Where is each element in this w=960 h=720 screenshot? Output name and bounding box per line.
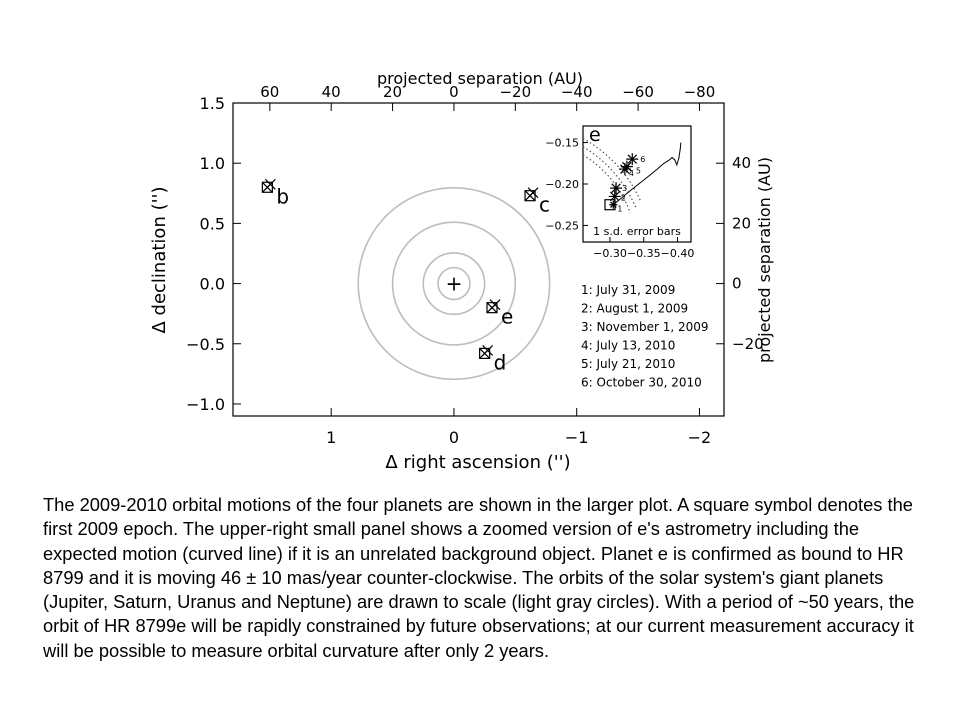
inset-title: e (589, 124, 601, 146)
error-bars-note: 1 s.d. error bars (593, 225, 681, 238)
inset-x-tick-label: −0.40 (660, 247, 695, 260)
top-tick-label: −40 (560, 83, 593, 101)
inset-epoch-3-label: 3 (622, 184, 628, 194)
y-tick-label: 0.0 (199, 274, 225, 294)
planet-c-cross-later (528, 188, 538, 198)
top-axis-label: projected separation (AU) (376, 69, 584, 88)
top-tick-label: 60 (260, 83, 280, 101)
inset-x-tick-label: −0.30 (593, 247, 627, 260)
right-axis-label: projected separation (AU) (755, 156, 774, 364)
inset-epoch-1-label: 1 (617, 204, 623, 214)
inset-y-tick-label: −0.25 (545, 219, 579, 233)
y-tick-label: 0.5 (199, 214, 225, 234)
top-tick-label: −20 (499, 83, 532, 101)
inset-epoch-5-label: 5 (635, 166, 641, 176)
planet-e-label: e (501, 304, 514, 329)
figure-caption: The 2009-2010 orbital motions of the four planets are shown in the larger plot. A square symbol denotes the first 2009 epoch. The upper-right small panel shows a zoomed version of e's astrometry including the expected motion (curved line) if it is an unrelated background object. Planet e is confirmed as bound to HR 8799 and it is moving 46 ± 10 mas/year counter-clockwise. The orbits of the solar system's giant planets (Jupiter, Saturn, Uranus and Neptune) are drawn to scale (light gray circles). With a period of ~50 years, the orbit of HR 8799e will be rapidly constrained by future observations; at our current measurement accuracy it will be possible to measure orbital curvature after only 2 years. (43, 494, 915, 661)
planet-d-label: d (493, 350, 507, 375)
epoch-legend-item-4: 4: July 13, 2010 (581, 338, 676, 353)
planet-b-label: b (276, 184, 290, 209)
right-tick-label: 20 (732, 214, 752, 233)
top-tick-label: −60 (622, 83, 654, 101)
top-tick-label: 0 (449, 83, 459, 101)
inset-epoch-2-marker (609, 190, 621, 202)
epoch-legend-item-1: 1: July 31, 2009 (581, 283, 676, 297)
inset-epoch-6-marker (626, 153, 638, 165)
y-axis-label: Δ declination ('') (149, 186, 170, 334)
epoch-legend (581, 283, 709, 390)
star-marker: + (445, 271, 463, 296)
inset-y-tick-label: −0.15 (545, 136, 579, 150)
planet-d-cross-later (483, 345, 493, 355)
planet-e-cross-later (490, 300, 500, 310)
top-tick-label: 40 (321, 83, 341, 101)
right-tick-label: 40 (732, 154, 752, 173)
inset-y-tick-label: −0.20 (545, 178, 579, 191)
planet-b-cross-later (265, 179, 275, 189)
y-tick-label: 1.5 (199, 94, 225, 113)
inset-epoch-5-marker (621, 161, 633, 173)
epoch-legend-item-5: 5: July 21, 2010 (581, 357, 676, 371)
y-tick-label: 1.0 (199, 154, 225, 174)
planet-c-label: c (539, 192, 551, 217)
inset-epoch-1-marker (609, 201, 617, 209)
top-tick-label: −80 (683, 83, 716, 101)
epoch-legend-item-6: 6: October 30, 2010 (581, 375, 702, 390)
x-tick-label: 1 (326, 428, 337, 447)
epoch-legend-item-2: 2: August 1, 2009 (581, 301, 689, 316)
x-tick-label: 0 (448, 428, 460, 447)
y-tick-label: −1.0 (186, 394, 225, 414)
right-tick-label: −20 (732, 334, 764, 353)
planet-markers (262, 179, 550, 374)
solar-system-orbits (358, 188, 549, 379)
right-tick-label: 0 (732, 274, 742, 293)
inset-x-tick-label: −0.35 (626, 247, 661, 260)
inset-epoch-6-label: 6 (640, 155, 646, 165)
top-tick-label: 20 (383, 83, 403, 101)
epoch-legend-item-3: 3: November 1, 2009 (581, 320, 709, 334)
x-tick-label: −1 (564, 428, 589, 447)
y-tick-label: −0.5 (186, 334, 225, 354)
inset-epoch-2-label: 2 (620, 193, 626, 203)
x-tick-label: −2 (687, 428, 712, 447)
inset-epoch-4-label: 4 (628, 169, 634, 179)
inset-epoch-3-marker (610, 182, 622, 194)
inset-plot-e (545, 124, 694, 260)
x-axis-label: Δ right ascension ('') (385, 452, 571, 473)
